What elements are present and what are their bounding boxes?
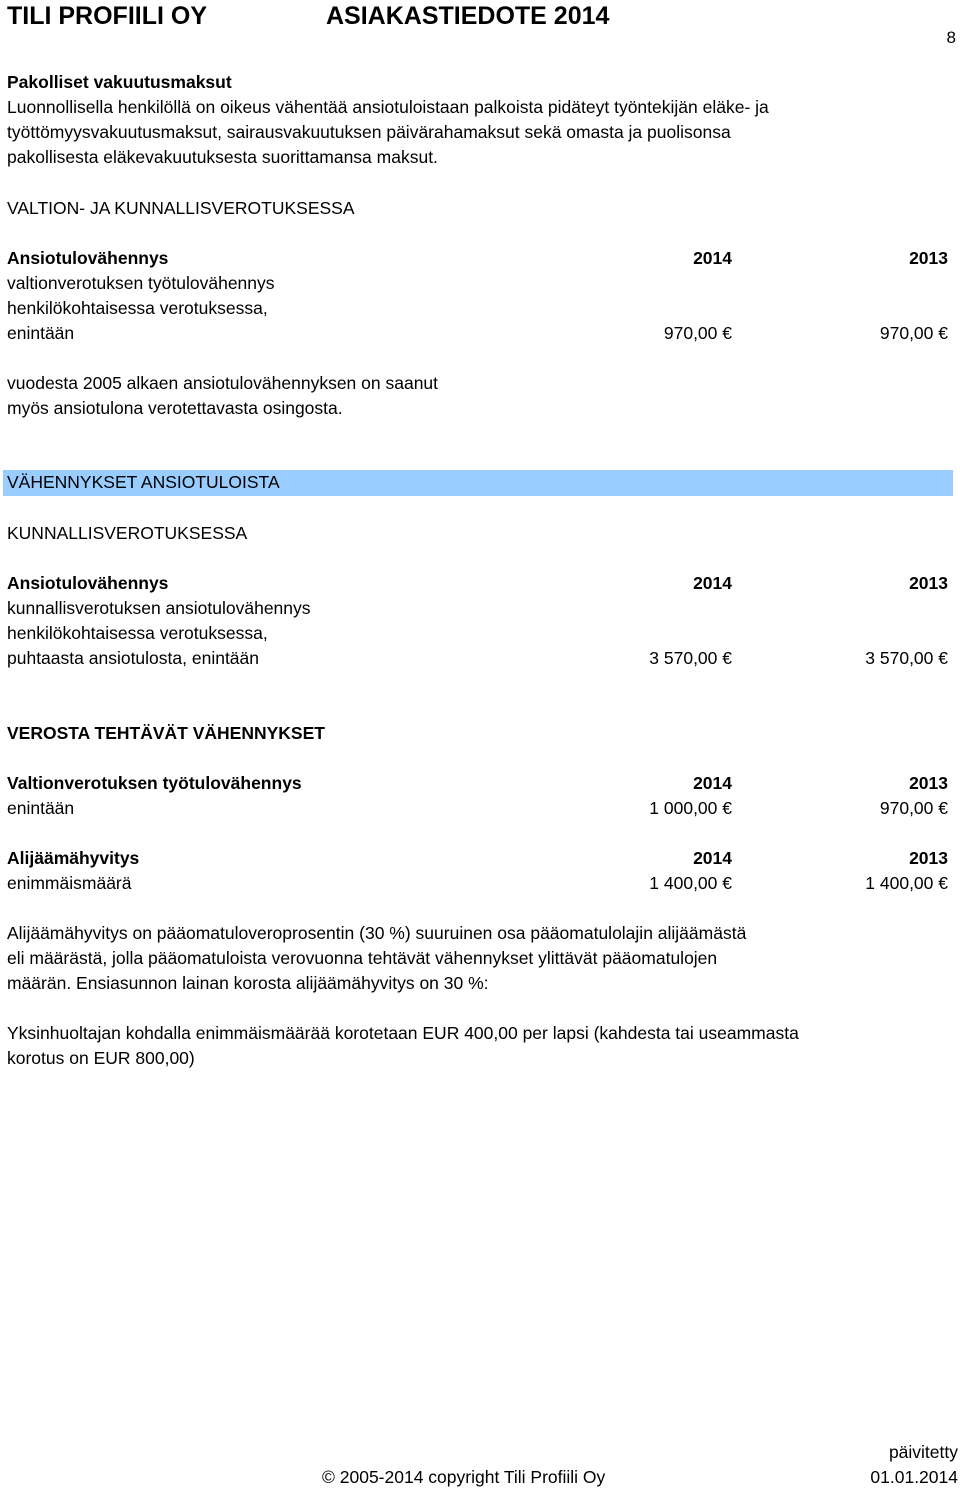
yksinhuoltaja-paragraph-line: Yksinhuoltajan kohdalla enimmäismäärää korotetaan EUR 400,00 per lapsi (kahdesta tai useammasta — [7, 1023, 799, 1043]
footer-date: 01.01.2014 — [870, 1467, 958, 1487]
banner-label: VÄHENNYKSET ANSIOTULOISTA — [7, 472, 280, 492]
kunnallis-value2: 3 570,00 € — [865, 648, 948, 668]
kunnallis-row-label: Ansiotulovähennys — [7, 573, 169, 593]
intro-heading: Pakolliset vakuutusmaksut — [7, 72, 232, 92]
footer-copyright: © 2005-2014 copyright Tili Profiili Oy — [322, 1467, 606, 1487]
alijaama-paragraph-line: määrän. Ensiasunnon lainan korosta alijäämähyvitys on 30 %: — [7, 973, 489, 993]
kunnallis-heading: KUNNALLISVEROTUKSESSA — [7, 523, 248, 543]
kunnallis-year2: 2013 — [909, 573, 948, 593]
section-banner — [3, 470, 953, 496]
valtion-note: vuodesta 2005 alkaen ansiotulovähennyksen on saanut — [7, 373, 439, 393]
kunnallis-year1: 2014 — [693, 573, 732, 593]
tyotulo-label: Valtionverotuksen työtulovähennys — [7, 773, 302, 793]
valtion-desc: enintään — [7, 323, 75, 343]
yksinhuoltaja-paragraph-line: korotus on EUR 800,00) — [7, 1048, 195, 1068]
valtion-note: myös ansiotulona verotettavasta osingosta. — [7, 398, 343, 418]
intro-line: työttömyysvakuutusmaksut, sairausvakuutuksen päivärahamaksut sekä omasta ja puolisonsa — [7, 122, 731, 142]
alijaama-value2: 1 400,00 € — [865, 873, 948, 893]
alijaama-value1: 1 400,00 € — [649, 873, 732, 893]
alijaama-year1: 2014 — [693, 848, 732, 868]
alijaama-year2: 2013 — [909, 848, 948, 868]
valtion-row-label: Ansiotulovähennys — [7, 248, 169, 268]
tyotulo-year1: 2014 — [693, 773, 732, 793]
valtion-desc: henkilökohtaisessa verotuksessa, — [7, 298, 268, 318]
alijaama-paragraph-line: eli määrästä, jolla pääomatuloista verovuonna tehtävät vähennykset ylittävät pääomatulojen — [7, 948, 718, 968]
intro-line: pakollisesta eläkevakuutuksesta suorittamansa maksut. — [7, 147, 438, 167]
valtion-heading: VALTION- JA KUNNALLISVEROTUKSESSA — [7, 198, 355, 218]
page-number: 8 — [946, 28, 956, 47]
tyotulo-value2: 970,00 € — [879, 798, 948, 818]
valtion-year1: 2014 — [693, 248, 732, 268]
footer-updated-label: päivitetty — [888, 1442, 958, 1462]
valtion-value2: 970,00 € — [879, 323, 948, 343]
intro-line: Luonnollisella henkilöllä on oikeus vähentää ansiotuloistaan palkoista pidäteyt työntekijän eläke- ja — [7, 97, 769, 117]
alijaama-label: Alijäämähyvitys — [7, 848, 140, 868]
kunnallis-desc: puhtaasta ansiotulosta, enintään — [7, 648, 259, 668]
alijaama-paragraph-line: Alijäämähyvitys on pääomatuloveroprosentin (30 %) suuruinen osa pääomatulolajin alijäämästä — [7, 923, 747, 943]
document-title: ASIAKASTIEDOTE 2014 — [326, 2, 610, 30]
valtion-desc: valtionverotuksen työtulovähennys — [7, 273, 275, 293]
tyotulo-value1: 1 000,00 € — [649, 798, 732, 818]
verosta-heading: VEROSTA TEHTÄVÄT VÄHENNYKSET — [7, 723, 325, 743]
alijaama-desc: enimmäismäärä — [7, 873, 132, 893]
kunnallis-desc: kunnallisverotuksen ansiotulovähennys — [7, 598, 311, 618]
valtion-value1: 970,00 € — [663, 323, 732, 343]
valtion-year2: 2013 — [909, 248, 948, 268]
tyotulo-year2: 2013 — [909, 773, 948, 793]
tyotulo-desc: enintään — [7, 798, 75, 818]
company-name: TILI PROFIILI OY — [7, 2, 207, 30]
kunnallis-desc: henkilökohtaisessa verotuksessa, — [7, 623, 268, 643]
kunnallis-value1: 3 570,00 € — [649, 648, 732, 668]
